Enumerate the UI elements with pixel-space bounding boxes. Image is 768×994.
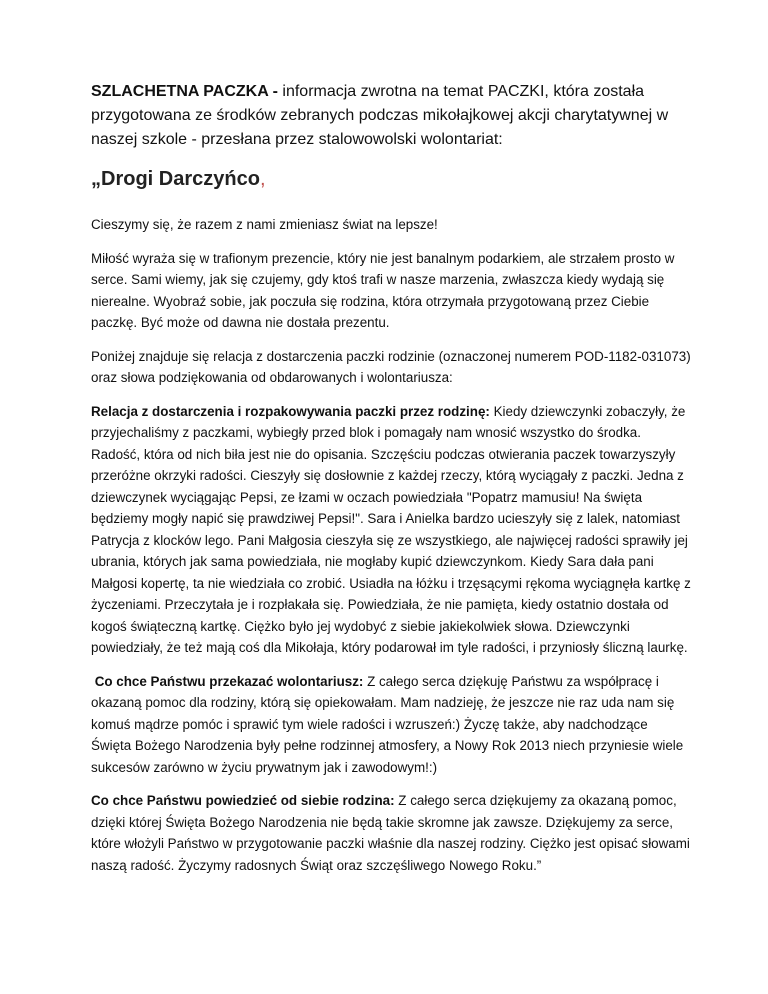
volunteer-message-label: Co chce Państwu przekazać wolontariusz: [91, 673, 364, 689]
intro-text: informacja zwrotna na temat PACZKI, która została przygotowana ze środków zebranych podczas mikołajkowej akcji charytatywnej w naszej szkole - przesłana przez stalowowolski wolontariat: [91, 83, 669, 148]
volunteer-message-text: Z całego serca dziękuję Państwu za współpracę i okazaną pomoc dla rodziny, którą się opiekowałam. Mam nadzieję, że jeszcze nie raz uda nam się komuś mądrze pomóc i sprawić tym wiele radości i wzruszeń:) Życzę także, aby nadchodzące Święta Bożego Narodzenia były pełne rodzinnej atmosfery, a Nowy Rok 2013 niech przyniesie wiele sukcesów zarówno w życiu prywatnym jak i zawodowym!:) [91, 673, 684, 775]
paragraph-delivery-report [91, 401, 691, 659]
document-page [91, 80, 691, 888]
greeting-comma: , [259, 168, 266, 190]
paragraph-welcome: Cieszymy się, że razem z nami zmieniasz świat na lepsze! [91, 217, 438, 232]
paragraph-package-info: Poniżej znajduje się relacja z dostarczenia paczki rodzinie (oznaczonej numerem POD-1182-031073) oraz słowa podziękowania od obdarowanych i wolontariusza: [91, 348, 691, 385]
greeting-heading [91, 166, 691, 192]
family-message-text: Z całego serca dziękujemy za okazaną pomoc, dzięki której Święta Bożego Narodzenia nie będą takie skromne jak zawsze. Dziękujemy za serce, które włożyli Państwo w przygotowanie paczki właśnie dla naszej rodziny. Ciężko jest opisać słowami naszą radość. Życzymy radosnych Świąt oraz szczęśliwego Nowego Roku.” [91, 793, 690, 873]
delivery-report-text: Kiedy dziewczynki zobaczyły, że przyjechaliśmy z paczkami, wybiegły przed blok i pomagały nam wnosić wszystko do środka. Radość, która od nich biła jest nie do opisania. Szczęściu podczas otwierania paczek towarzyszyły przeróżne okrzyki radości. Cieszyły się dosłownie z każdej rzeczy, którą wyciągały z paczki. Jedna z dziewczynek wyciągając Pepsi, ze łzami w oczach powiedziała "Popatrz mamusiu! Na święta będziemy mogły napić się prawdziwej Pepsi!". Sara i Anielka bardzo ucieszyły się z lalek, natomiast Patrycja z klocków lego. Pani Małgosia cieszyła się ze wszystkiego, ale najwięcej radości sprawiły jej ubrania, których jak sama powiedziała, nie mogłaby kupić dziewczynkom. Kiedy Sara dała pani Małgosi kopertę, ta nie wiedziała co zrobić. Usiadła na łóżku i trzęsącymi rękoma wyciągnęła kartkę z życzeniami. Przeczytała je i rozpłakała się. Powiedziała, że nie pamięta, kiedy ostatnio dostała od kogoś świąteczną kartkę. Ciężko było jej wydobyć z siebie jakiekolwiek słowa. Dziewczynki powiedziały, że też mają coś dla Mikołaja, który podarował im tyle radości, i przyniosły śliczną laurkę. [91, 403, 691, 655]
paragraph-volunteer-message [91, 671, 691, 779]
family-message-label: Co chce Państwu powiedzieć od siebie rodzina: [91, 793, 395, 808]
document-intro [91, 80, 691, 152]
delivery-report-label: Relacja z dostarczenia i rozpakowywania paczki przez rodzinę: [91, 403, 490, 419]
greeting-text: „Drogi Darczyńco [91, 168, 260, 190]
paragraph-family-message [91, 790, 691, 876]
paragraph-love: Miłość wyraża się w trafionym prezencie, który nie jest banalnym podarkiem, ale strzałem prosto w serce. Sami wiemy, jak się czujemy, gdy ktoś trafi w nasze marzenia, zwłaszcza kiedy wydają się nierealne. Wyobraź sobie, jak poczuła się rodzina, która otrzymała przygotowaną przez Ciebie paczkę. Być może od dawna nie dostała prezentu. [91, 250, 675, 330]
intro-bold-label: SZLACHETNA PACZKA - [91, 83, 278, 100]
